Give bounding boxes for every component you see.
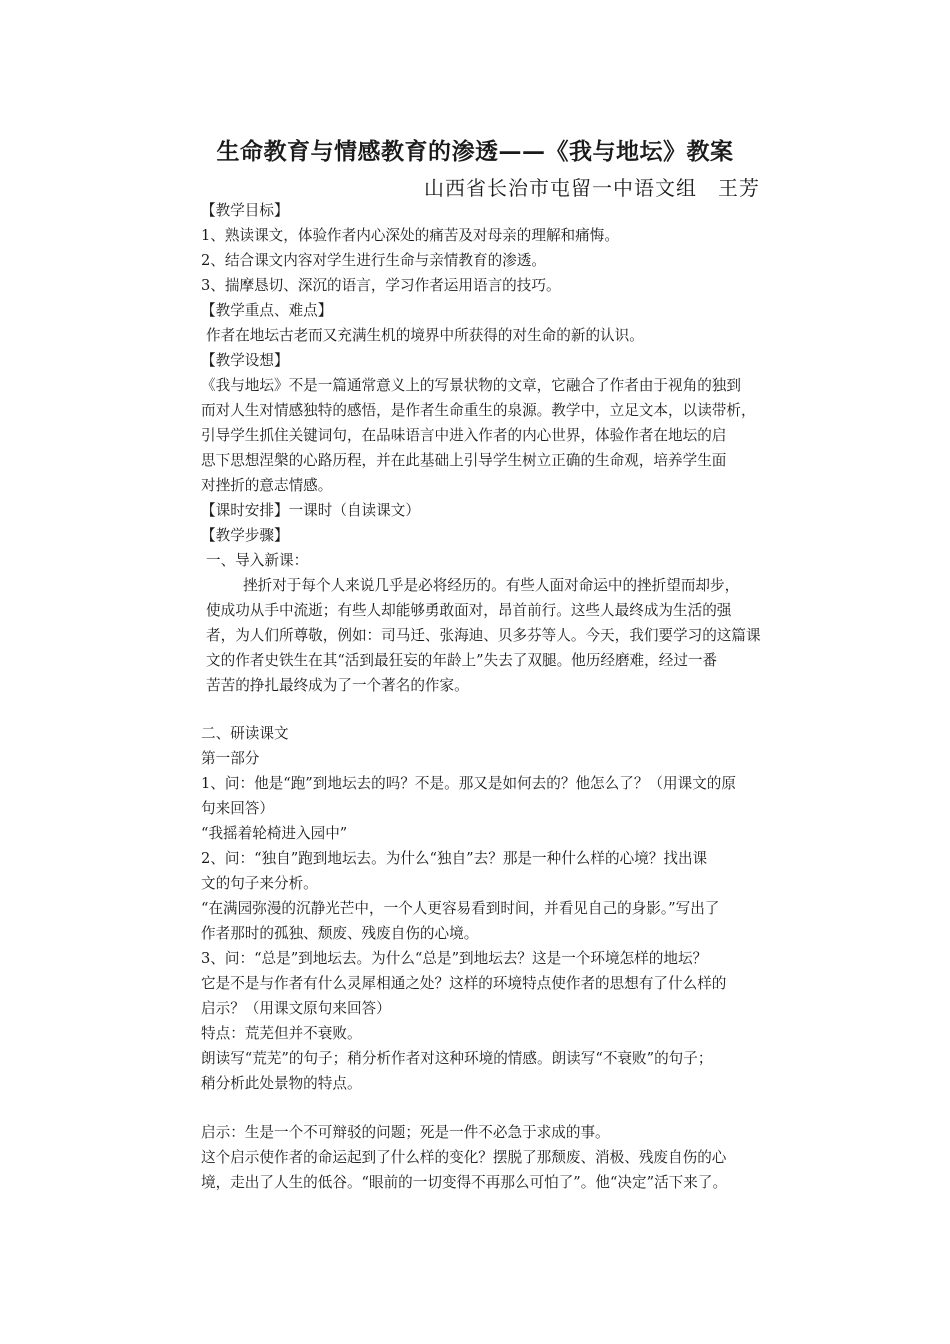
- text-line: 引导学生抓住关键词句，在品味语言中进入作者的内心世界，体验作者在地坛的启: [201, 427, 727, 444]
- text-line: 【教学步骤】: [201, 527, 289, 544]
- text-line: 1、熟读课文，体验作者内心深处的痛苦及对母亲的理解和痛悔。: [201, 227, 619, 244]
- text-line: 境，走出了人生的低谷。“眼前的一切变得不再那么可怕了”。他“决定”活下来了。: [201, 1174, 728, 1191]
- text-line: 【教学重点、难点】: [201, 302, 333, 319]
- text-line: 使成功从手中流逝；有些人却能够勇敢面对，昂首前行。这些人最终成为生活的强: [206, 602, 732, 619]
- text-line: 思下思想涅槃的心路历程，并在此基础上引导学生树立正确的生命观，培养学生面: [201, 452, 727, 469]
- text-line: 启示：生是一个不可辩驳的问题；死是一件不必急于求成的事。: [201, 1124, 610, 1141]
- text-line: 稍分析此处景物的特点。: [201, 1075, 362, 1092]
- text-line: 者，为人们所尊敬，例如：司马迁、张海迪、贝多芬等人。今天，我们要学习的这篇课: [206, 627, 761, 644]
- document-title: 生命教育与情感教育的渗透——《我与地坛》教案: [216, 138, 734, 165]
- text-line: 一、导入新课：: [206, 552, 309, 569]
- text-line: “在满园弥漫的沉静光芒中，一个人更容易看到时间，并看见自己的身影。”写出了: [201, 900, 720, 917]
- text-line: 1、问：他是“跑”到地坛去的吗？不是。那又是如何去的？他怎么了？（用课文的原: [201, 775, 736, 792]
- text-line: 对挫折的意志情感。: [201, 477, 333, 494]
- text-line: 作者在地坛古老而又充满生机的境界中所获得的对生命的新的认识。: [206, 327, 644, 344]
- text-line: 《我与地坛》不是一篇通常意义上的写景状物的文章，它融合了作者由于视角的独到: [201, 377, 741, 394]
- text-line: 而对人生对情感独特的感悟，是作者生命重生的泉源。教学中，立足文本，以读带析，: [201, 402, 756, 419]
- text-line: 挫折对于每个人来说几乎是必将经历的。有些人面对命运中的挫折望而却步，: [243, 577, 740, 594]
- text-line: 3、揣摩恳切、深沉的语言，学习作者运用语言的技巧。: [201, 277, 561, 294]
- text-line: 3、问：“总是”到地坛去。为什么“总是”到地坛去？这是一个环境怎样的地坛？: [201, 950, 708, 967]
- text-line: 朗读写“荒芜”的句子；稍分析作者对这种环境的情感。朗读写“不衰败”的句子；: [201, 1050, 713, 1067]
- text-line: 【教学设想】: [201, 352, 289, 369]
- text-line: 2、结合课文内容对学生进行生命与亲情教育的渗透。: [201, 252, 546, 269]
- section-heading: 二、研读课文: [201, 725, 289, 742]
- text-line: “我摇着轮椅进入园中”: [201, 825, 348, 842]
- text-line: 2、问：“独自”跑到地坛去。为什么“独自”去？那是一种什么样的心境？找出课: [201, 850, 708, 867]
- text-line: 它是不是与作者有什么灵犀相通之处？这样的环境特点使作者的思想有了什么样的: [201, 975, 727, 992]
- text-line: 【课时安排】一课时（自读课文）: [201, 502, 420, 519]
- text-line: 文的句子来分析。: [201, 875, 318, 892]
- document-author: 山西省长治市屯留一中语文组 王芳: [424, 176, 760, 200]
- text-line: 这个启示使作者的命运起到了什么样的变化？摆脱了那颓废、消极、残废自伤的心: [201, 1149, 727, 1166]
- text-line: 文的作者史铁生在其“活到最狂妄的年龄上”失去了双腿。他历经磨难，经过一番: [206, 652, 718, 669]
- text-line: 【教学目标】: [201, 202, 289, 219]
- text-line: 第一部分: [201, 750, 260, 767]
- text-line: 特点：荒芜但并不衰败。: [201, 1025, 362, 1042]
- text-line: 苦苦的挣扎最终成为了一个著名的作家。: [206, 677, 469, 694]
- text-line: 作者那时的孤独、颓废、残废自伤的心境。: [201, 925, 479, 942]
- text-line: 启示？（用课文原句来回答）: [201, 1000, 391, 1017]
- text-line: 句来回答）: [201, 800, 274, 817]
